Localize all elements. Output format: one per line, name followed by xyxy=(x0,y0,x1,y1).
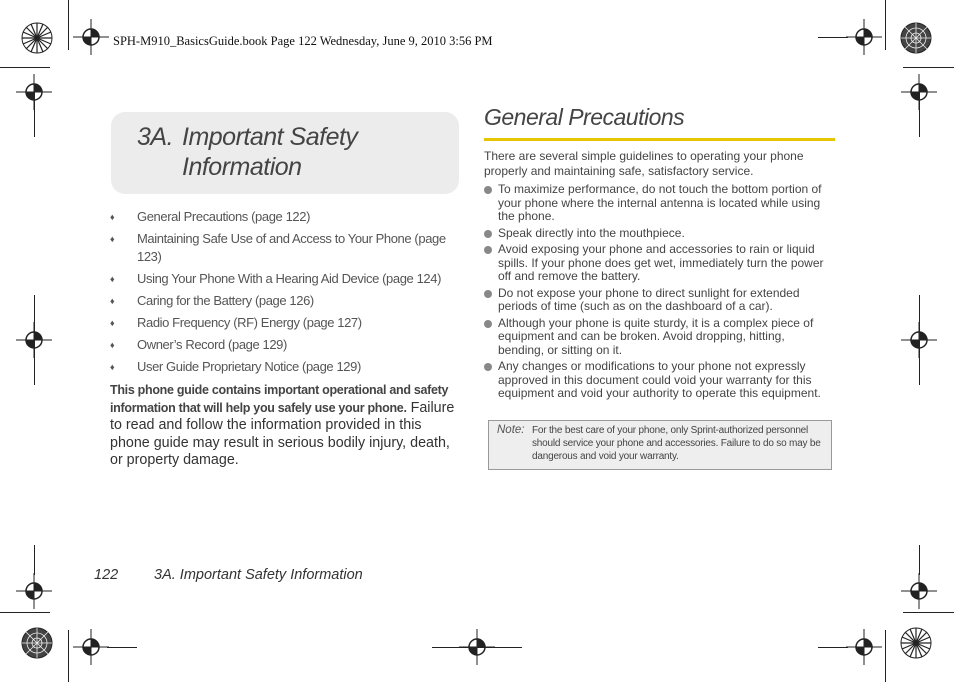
note-box xyxy=(488,420,832,470)
toc-item-label: Caring for the Battery (page 126) xyxy=(137,293,314,308)
list-item xyxy=(484,287,834,314)
bullet-dot-icon xyxy=(484,230,492,238)
diamond-bullet-icon: ♦ xyxy=(110,234,115,244)
list-item-text: Any changes or modifications to your phone not expressly approved in this document could void your warranty for this equipment and void your authority to operate this equipment. xyxy=(498,359,821,400)
toc-item[interactable] xyxy=(110,292,460,310)
section-title xyxy=(137,122,447,182)
heading-rule xyxy=(484,138,835,141)
list-item-text: Avoid exposing your phone and accessories to rain or liquid spills. If your phone does get wet, immediately turn the power off and remove the battery. xyxy=(498,242,824,283)
general-precautions-heading: General Precautions xyxy=(484,104,685,130)
section-title-box xyxy=(111,112,459,194)
diamond-bullet-icon: ♦ xyxy=(110,274,115,284)
diamond-bullet-icon: ♦ xyxy=(110,340,115,350)
section-title-line1: Important Safety xyxy=(182,123,358,151)
general-precautions-intro: There are several simple guidelines to operating your phone properly and maintaining safe, satisfactory service. xyxy=(484,149,804,178)
note-text: For the best care of your phone, only Sprint-authorized personnel should service your phone and accessories. Failure to do so may be dangerous and void your warranty. xyxy=(532,425,821,462)
list-item-text: Although your phone is quite sturdy, it is a complex piece of equipment and can be broken. Avoid dropping, hitting, bending, or sitting on it. xyxy=(498,315,814,357)
toc-item[interactable] xyxy=(110,314,460,332)
diamond-bullet-icon: ♦ xyxy=(110,362,115,372)
list-item-text: Speak directly into the mouthpiece. xyxy=(498,225,685,240)
toc-item-label: Radio Frequency (RF) Energy (page 127) xyxy=(137,315,362,330)
toc-item-label: Owner’s Record (page 129) xyxy=(137,337,287,352)
section-contents-list xyxy=(110,208,460,380)
bullet-dot-icon xyxy=(484,246,492,254)
toc-item[interactable] xyxy=(110,358,460,376)
list-item xyxy=(484,317,834,358)
list-item xyxy=(484,360,834,401)
toc-item[interactable] xyxy=(110,208,460,226)
bullet-dot-icon xyxy=(484,363,492,371)
toc-item[interactable] xyxy=(110,336,460,354)
list-item xyxy=(484,227,834,241)
diamond-bullet-icon: ♦ xyxy=(110,212,115,222)
registration-wheel-icon xyxy=(900,22,932,54)
note-label: Note: xyxy=(497,424,525,436)
page-number: 122 xyxy=(94,567,119,583)
list-item xyxy=(484,243,834,284)
crosshair-icon xyxy=(73,19,109,55)
toc-item-label: General Precautions (page 122) xyxy=(137,209,311,224)
crosshair-icon xyxy=(846,19,882,55)
crosshair-icon xyxy=(73,629,109,665)
toc-item-label: User Guide Proprietary Notice (page 129) xyxy=(137,359,361,374)
intro-normal-text: Failure to read and follow the information provided in this phone guide may result in serious bodily injury, death, or property damage. xyxy=(110,399,455,468)
intro-bold-text: This phone guide contains important operational and safety information that will help you safely use your phone. xyxy=(110,383,449,415)
toc-item[interactable] xyxy=(110,230,460,266)
list-item-text: Do not expose your phone to direct sunlight for extended periods of time (such as on the dashboard of a car). xyxy=(498,285,800,313)
toc-item-label: Maintaining Safe Use of and Access to Your Phone (page 123) xyxy=(137,231,446,264)
registration-wheel-icon xyxy=(900,627,932,659)
bullet-dot-icon xyxy=(484,290,492,298)
safety-intro-paragraph xyxy=(110,382,455,470)
bullet-dot-icon xyxy=(484,186,492,194)
bullet-dot-icon xyxy=(484,320,492,328)
print-info-header: SPH-M910_BasicsGuide.book Page 122 Wednesday, June 9, 2010 3:56 PM xyxy=(113,34,493,48)
toc-item-label: Using Your Phone With a Hearing Aid Device (page 124) xyxy=(137,271,441,286)
crosshair-icon xyxy=(16,573,52,609)
crosshair-icon xyxy=(846,629,882,665)
crosshair-icon xyxy=(901,573,937,609)
diamond-bullet-icon: ♦ xyxy=(110,318,115,328)
section-number: 3A. xyxy=(137,123,174,151)
precautions-list xyxy=(484,183,834,404)
registration-wheel-icon xyxy=(21,22,53,54)
toc-item[interactable] xyxy=(110,270,460,288)
section-title-line2: Information xyxy=(182,153,302,181)
list-item xyxy=(484,183,834,224)
diamond-bullet-icon: ♦ xyxy=(110,296,115,306)
list-item-text: To maximize performance, do not touch the bottom portion of your phone where the internal antenna is located while using the phone. xyxy=(498,182,822,223)
registration-wheel-icon xyxy=(21,627,53,659)
footer-section-title: 3A. Important Safety Information xyxy=(154,567,363,583)
